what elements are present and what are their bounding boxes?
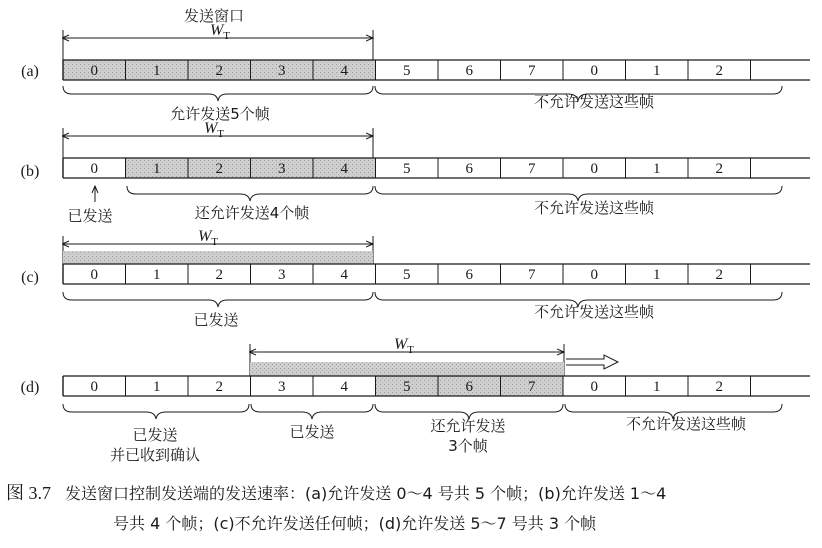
frame-number: 0 xyxy=(590,267,598,283)
segment-label: 允许发送5个帧 xyxy=(170,105,270,123)
frame-number: 3 xyxy=(278,379,286,395)
frame-number: 1 xyxy=(153,379,161,395)
window-band xyxy=(250,362,564,376)
figure-number: 图 3.7 xyxy=(6,483,51,503)
row-a xyxy=(21,22,810,123)
brace xyxy=(63,292,373,307)
brace xyxy=(63,404,249,419)
segment-label: 已发送 xyxy=(193,311,239,329)
row-b xyxy=(21,120,810,225)
row-label: (a) xyxy=(21,63,39,80)
window-label: $W_T$ xyxy=(197,228,219,248)
segment-label: 不允许发送这些帧 xyxy=(533,199,655,217)
frame-number: 4 xyxy=(340,161,348,177)
frame-number: 0 xyxy=(90,63,98,79)
brace xyxy=(63,86,373,101)
frame-number: 2 xyxy=(215,267,223,283)
frame-number: 4 xyxy=(340,379,348,395)
row-label: (d) xyxy=(20,379,40,396)
frame-number: 5 xyxy=(403,161,411,177)
frame-number: 3 xyxy=(278,161,286,177)
segment-label: 不允许发送这些帧 xyxy=(533,93,655,111)
frame-number: 7 xyxy=(528,379,536,395)
segment-label: 不允许发送这些帧 xyxy=(533,303,655,321)
frame-number: 5 xyxy=(403,63,411,79)
frame-number: 1 xyxy=(153,63,161,79)
frame-number: 1 xyxy=(653,63,661,79)
caption-line-2: 号共 4 个帧；(c)不允许发送任何帧；(d)允许发送 5～7 号共 3 个帧 xyxy=(113,514,597,533)
row-label: (c) xyxy=(21,269,39,286)
frame-number: 2 xyxy=(215,379,223,395)
frame-number: 0 xyxy=(90,267,98,283)
send-window-title: 发送窗口 xyxy=(183,7,245,25)
caption-line-1: 发送窗口控制发送端的发送速率：(a)允许发送 0～4 号共 5 个帧；(b)允许发送 1～4 xyxy=(65,484,667,503)
frame-number: 2 xyxy=(715,379,723,395)
frame-number: 0 xyxy=(590,161,598,177)
frame-number: 5 xyxy=(403,379,411,395)
segment-label: 已发送 xyxy=(132,426,178,444)
brace xyxy=(251,404,373,419)
frame-number: 2 xyxy=(215,63,223,79)
row-c xyxy=(21,228,810,329)
segment-label: 还允许发送4个帧 xyxy=(194,204,310,222)
frame-number: 7 xyxy=(528,63,536,79)
window-band xyxy=(63,251,373,264)
frame-number: 6 xyxy=(465,63,473,79)
frame-number: 6 xyxy=(465,161,473,177)
frame-number: 3 xyxy=(278,267,286,283)
frame-number: 2 xyxy=(215,161,223,177)
segment-label: 并已收到确认 xyxy=(109,446,201,464)
frame-number: 5 xyxy=(403,267,411,283)
segment-label: 还允许发送 xyxy=(430,417,506,435)
frame-number: 0 xyxy=(590,379,598,395)
frame-number: 1 xyxy=(153,161,161,177)
frame-number: 0 xyxy=(590,63,598,79)
frame-number: 7 xyxy=(528,267,536,283)
frame-number: 2 xyxy=(715,161,723,177)
frame-strip xyxy=(63,60,810,80)
frame-number: 2 xyxy=(715,267,723,283)
frame-number: 1 xyxy=(653,267,661,283)
frame-strip xyxy=(63,376,810,396)
frame-number: 7 xyxy=(528,161,536,177)
frame-number: 4 xyxy=(340,63,348,79)
frame-number: 2 xyxy=(715,63,723,79)
row-label: (b) xyxy=(20,163,40,180)
frame-number: 6 xyxy=(465,379,473,395)
row-d xyxy=(21,336,810,464)
frame-number: 4 xyxy=(340,267,348,283)
frame-number: 6 xyxy=(465,267,473,283)
frame-number: 1 xyxy=(653,161,661,177)
frame-number: 1 xyxy=(153,267,161,283)
frame-number: 0 xyxy=(90,161,98,177)
window-label: $W_T$ xyxy=(209,22,231,42)
frame-number: 0 xyxy=(90,379,98,395)
frame-strip xyxy=(63,158,810,178)
segment-label: 不允许发送这些帧 xyxy=(625,415,747,433)
brace xyxy=(127,186,373,201)
slide-arrow xyxy=(566,355,618,369)
frame-number: 3 xyxy=(278,63,286,79)
window-label: $W_T$ xyxy=(203,120,225,140)
window-label: $W_T$ xyxy=(393,336,415,356)
segment-label: 已发送 xyxy=(289,423,335,441)
segment-label: 3个帧 xyxy=(448,437,488,455)
segment-label: 已发送 xyxy=(67,207,113,225)
figure-caption xyxy=(6,478,818,539)
frame-strip xyxy=(63,264,810,284)
frame-number: 1 xyxy=(653,379,661,395)
